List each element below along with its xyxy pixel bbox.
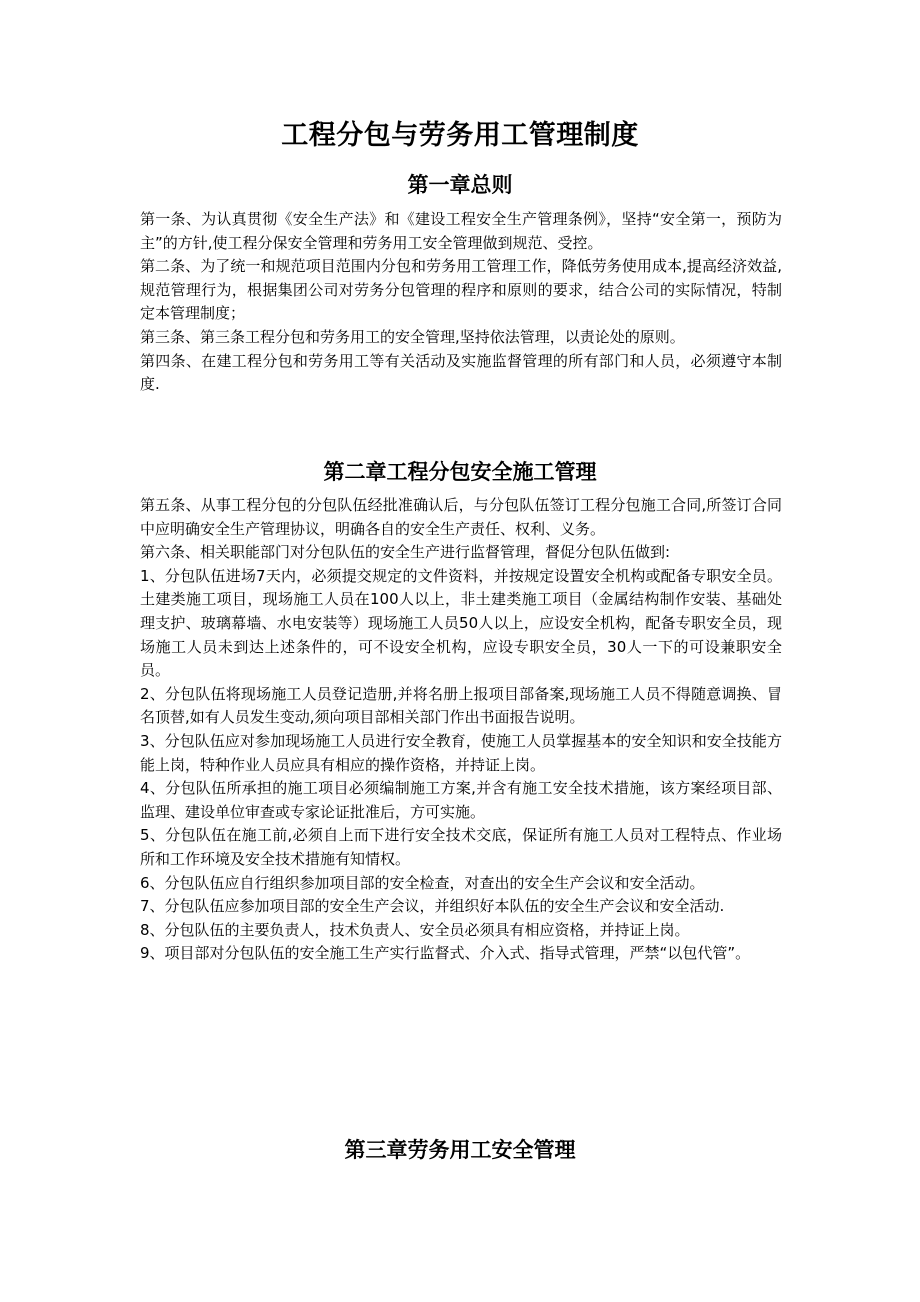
list-item-4: 4、分包队伍所承担的施工项目必须编制施工方案,并含有施工安全技术措施，该方案经项目部、监理、建设单位审查或专家论证批准后，方可实施。 (140, 779, 782, 821)
article-2: 第二条、为了统一和规范项目范围内分包和劳务用工管理工作，降低劳务使用成本,提高经济效益,规范管理行为，根据集团公司对劳务分包管理的程序和原则的要求，结合公司的实际情况，特制定本管理制度； (140, 257, 782, 323)
article-1: 第一条、为认真贯彻《安全生产法》和《建设工程安全生产管理条例》，坚持“安全第一，预防为主”的方针,使工程分保安全管理和劳务用工安全管理做到规范、受控。 (140, 210, 782, 252)
list-item-7: 7、分包队伍应参加项目部的安全生产会议，并组织好本队伍的安全生产会议和安全活动. (140, 897, 725, 916)
article-4: 第四条、在建工程分包和劳务用工等有关活动及实施监督管理的所有部门和人员，必须遵守本制度. (140, 351, 782, 394)
chapter-1-body (140, 208, 782, 397)
list-item-9: 9、项目部对分包队伍的安全施工生产实行监督式、介入式、指导式管理，严禁“以包代管”。 (140, 944, 751, 963)
list-item-1: 1、分包队伍进场7天内，必须提交规定的文件资料，并按规定设置安全机构或配备专职安全员。土建类施工项目，现场施工人员在100人以上，非土建类施工项目（金属结构制作安装、基础处理支护、玻璃幕墙、水电安装等）现场施工人员50人以上，应设安全机构，配备专职安全员，现场施工人员未到达上述条件的，可不设安全机构，应设专职安全员，30人一下的可设兼职安全员。 (140, 566, 782, 680)
article-5: 第五条、从事工程分包的分包队伍经批准确认后，与分包队伍签订工程分包施工合同,所签订合同中应明确安全生产管理协议，明确各自的安全生产责任、权利、义务。 (140, 496, 782, 538)
list-item-2: 2、分包队伍将现场施工人员登记造册,并将名册上报项目部备案,现场施工人员不得随意调换、冒名顶替,如有人员发生变动,须向项目部相关部门作出书面报告说明。 (140, 684, 782, 727)
chapter-1-heading: 第一章总则 (407, 173, 513, 197)
list-item-5: 5、分包队伍在施工前,必须自上而下进行安全技术交底，保证所有施工人员对工程特点、作业场所和工作环境及安全技术措施有知情权。 (140, 826, 782, 868)
list-item-8: 8、分包队伍的主要负责人，技术负责人、安全员必须具有相应资格，并持证上岗。 (140, 920, 690, 939)
list-item-6: 6、分包队伍应自行组织参加项目部的安全检查，对查出的安全生产会议和安全活动。 (140, 873, 705, 892)
document-title: 工程分包与劳务用工管理制度 (281, 120, 639, 151)
article-6: 第六条、相关职能部门对分包队伍的安全生产进行监督管理，督促分包队伍做到: (140, 543, 671, 562)
chapter-2-body (140, 494, 782, 966)
chapter-3-heading: 第三章劳务用工安全管理 (344, 1138, 576, 1162)
chapter-2-heading: 第二章工程分包安全施工管理 (323, 460, 597, 484)
article-3: 第三条、第三条工程分包和劳务用工的安全管理,坚持依法管理，以责论处的原则。 (140, 327, 685, 346)
list-item-3: 3、分包队伍应对参加现场施工人员进行安全教育，使施工人员掌握基本的安全知识和安全技能方能上岗，特种作业人员应具有相应的操作资格，并持证上岗。 (140, 731, 782, 774)
